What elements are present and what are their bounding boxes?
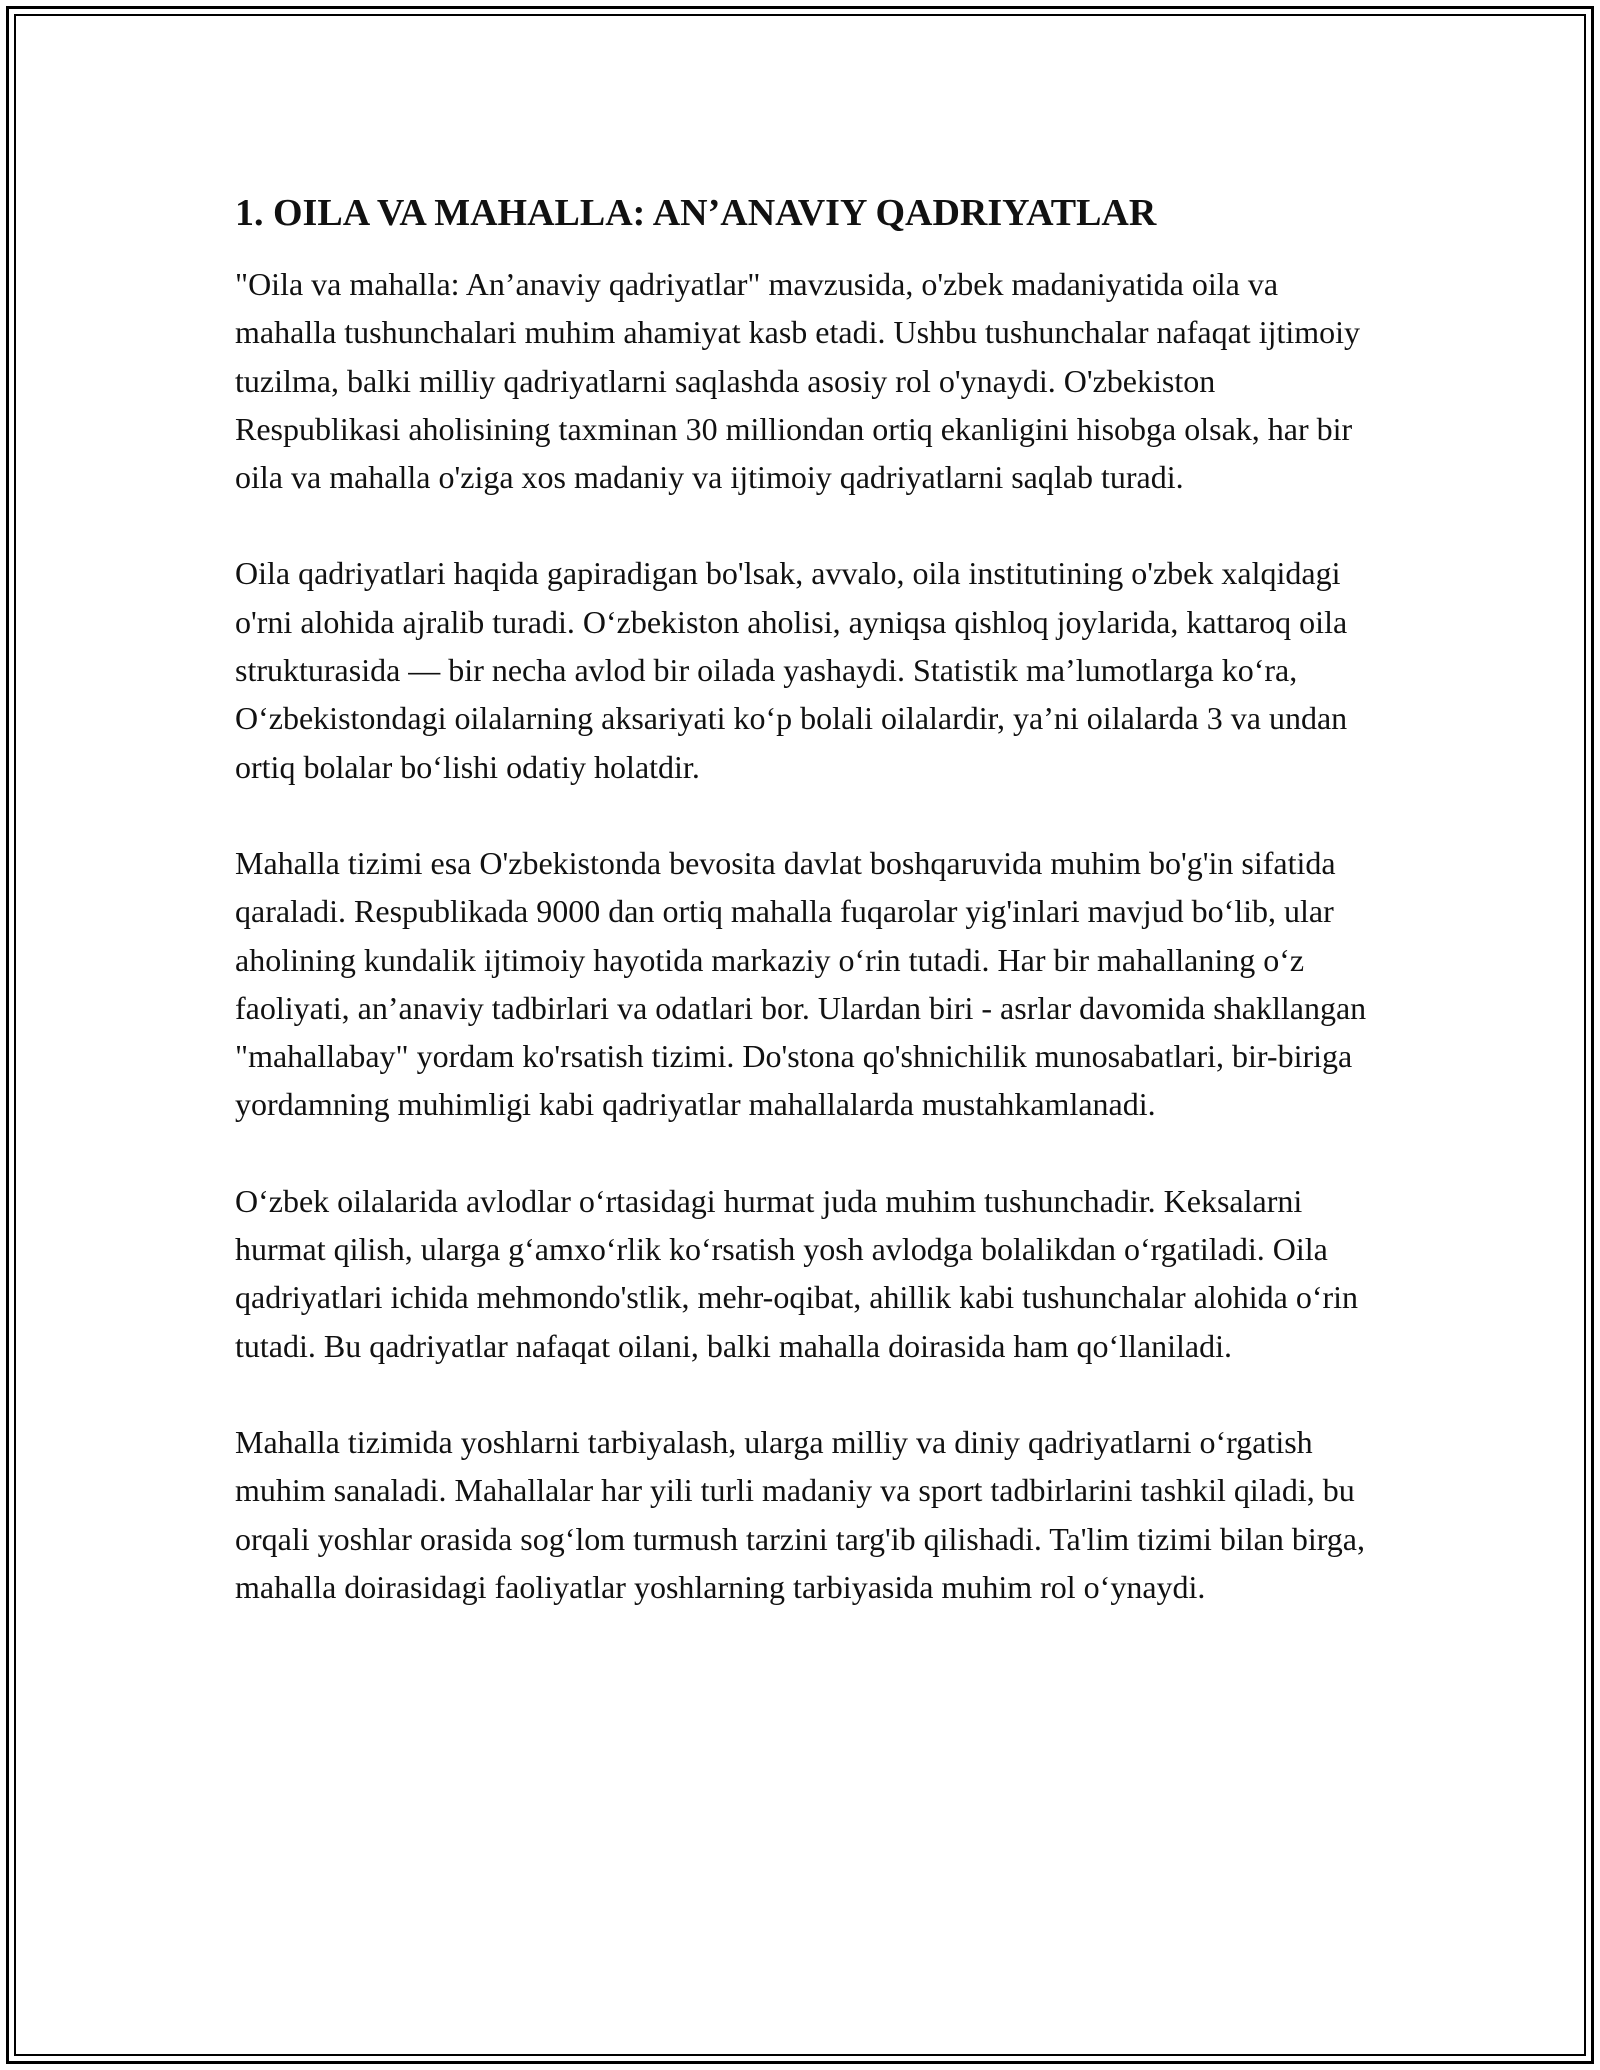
- document-body: [235, 188, 1375, 1659]
- paragraph-5: Mahalla tizimida yoshlarni tarbiyalash, ularga milliy va diniy qadriyatlarni o‘rgatish muhim sanaladi. Mahallalar har yili turli madaniy va sport tadbirlarini tashkil qiladi, bu orqali yoshlar orasida sog‘lom turmush tarzini targ'ib qilishadi. Ta'lim tizimi bilan birga, mahalla doirasidagi faoliyatlar yoshlarning tarbiyasida muhim rol o‘ynaydi.: [235, 1423, 1365, 1605]
- paragraph-3: Mahalla tizimi esa O'zbekistonda bevosita davlat boshqaruvida muhim bo'g'in sifatida qaraladi. Respublikada 9000 dan ortiq mahalla fuqarolar yig'inlari mavjud bo‘lib, ular aholining kundalik ijtimoiy hayotida markaziy o‘rin tutadi. Har bir mahallaning o‘z faoliyati, an’anaviy tadbirlari va odatlari bor. Ulardan biri - asrlar davomida shakllangan "mahallabay" yordam ko'rsatish tizimi. Do'stona qo'shnichilik munosabatlari, bir-biriga yordamning muhimligi kabi qadriyatlar mahallalarda mustahkamlanadi.: [235, 844, 1367, 1123]
- document-title: 1. OILA VA MAHALLA: AN’ANAVIY QADRIYATLAR: [235, 192, 1157, 234]
- paragraph-1: "Oila va mahalla: An’anaviy qadriyatlar" mavzusida, o'zbek madaniyatida oila va mahalla tushunchalari muhim ahamiyat kasb etadi. Ushbu tushunchalar nafaqat ijtimoiy tuzilma, balki milliy qadriyatlarni saqlashda asosiy rol o'ynaydi. O'zbekiston Respublikasi aholisining taxminan 30 milliondan ortiq ekanligini hisobga olsak, har bir oila va mahalla o'ziga xos madaniy va ijtimoiy qadriyatlarni saqlab turadi.: [235, 266, 1361, 496]
- paragraph-4: O‘zbek oilalarida avlodlar o‘rtasidagi hurmat juda muhim tushunchadir. Keksalarni hurmat qilish, ularga g‘amxo‘rlik ko‘rsatish yosh avlodga bolalikdan o‘rgatiladi. Oila qadriyatlari ichida mehmondo'stlik, mehr-oqibat, ahillik kabi tushunchalar alohida o‘rin tutadi. Bu qadriyatlar nafaqat oilani, balki mahalla doirasida ham qo‘llaniladi.: [235, 1182, 1359, 1364]
- paragraph-2: Oila qadriyatlari haqida gapiradigan bo'lsak, avvalo, oila institutining o'zbek xalqidagi o'rni alohida ajralib turadi. O‘zbekiston aholisi, ayniqsa qishloq joylarida, kattaroq oila strukturasida — bir necha avlod bir oilada yashaydi. Statistik ma’lumotlarga ko‘ra, O‘zbekistondagi oilalarning aksariyati ko‘p bolali oilalardir, ya’ni oilalarda 3 va undan ortiq bolalar bo‘lishi odatiy holatdir.: [235, 555, 1348, 785]
